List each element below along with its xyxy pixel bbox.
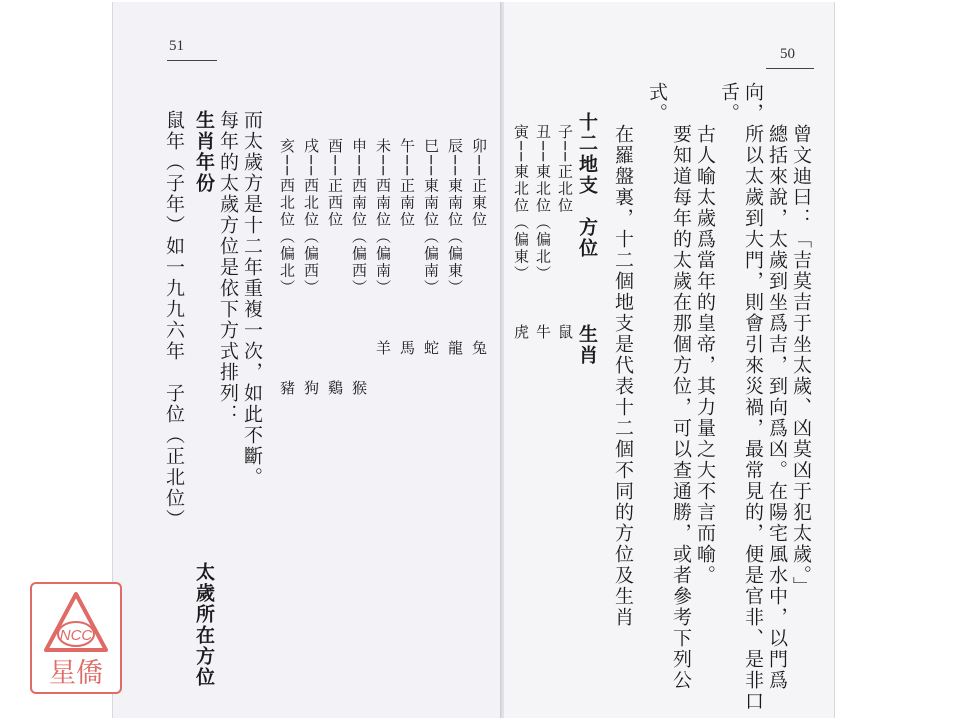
zodiac-animal: 龍	[446, 340, 464, 357]
direction-line: 午──正南位	[398, 138, 416, 229]
table-row: 子──正北位	[556, 124, 574, 215]
zodiac-animal: 牛	[534, 324, 552, 341]
body-line: 式。	[646, 82, 668, 124]
zodiac-animal: 鼠	[556, 324, 574, 341]
header-label: 生肖年份	[193, 110, 215, 194]
example-line: 鼠年（子年）如一九九六年 子位（正北位）	[163, 110, 185, 530]
body-line: 向，所以太歲到大門，則會引來災禍，最常見的，便是官非、是非口	[742, 82, 764, 712]
left-page	[112, 2, 503, 718]
seal-icon	[32, 584, 120, 692]
paragraph-line: 而太歲方是十二年重複一次，如此不斷。	[241, 110, 263, 488]
paragraph-line: 每年的太歲方位是依下方式排列：	[217, 110, 239, 425]
page-number-right: 50	[780, 46, 795, 62]
page-number-rule	[167, 60, 217, 61]
table-row: 寅──東北位（偏東）	[512, 124, 530, 283]
zodiac-animal: 蛇	[422, 340, 440, 357]
zodiac-animal: 猴	[350, 380, 368, 397]
svg-text:星僑: 星僑	[49, 658, 103, 689]
body-line: 總括來說，太歲到坐爲吉，到向爲凶。在陽宅風水中，以門爲	[766, 124, 788, 691]
direction-line: 申──西南位（偏西）	[350, 138, 368, 297]
direction-line: 亥──西北位（偏北）	[278, 138, 296, 297]
zodiac-animal: 兔	[470, 340, 488, 357]
zodiac-animal: 馬	[398, 340, 416, 357]
body-line: 在羅盤裏，十二個地支是代表十二個不同的方位及生肖	[612, 124, 634, 628]
page-number-left: 51	[169, 38, 184, 54]
body-line: 古人喻太歲爲當年的皇帝，其力量之大不言而喻。	[694, 124, 716, 586]
zodiac-animal: 狗	[302, 380, 320, 397]
section-title: 太歲所在方位	[193, 562, 215, 688]
zodiac-animal: 虎	[512, 324, 530, 341]
ncc-seal-logo	[30, 582, 122, 694]
direction-line: 戌──西北位（偏西）	[302, 138, 320, 297]
body-line: 曾文迪曰：「吉莫吉于坐太歲、凶莫凶于犯太歲。」	[790, 124, 812, 598]
direction-line: 辰──東南位（偏東）	[446, 138, 464, 297]
direction-line: 酉──正西位	[326, 138, 344, 229]
zodiac-animal: 豬	[278, 380, 296, 397]
open-book	[112, 2, 834, 718]
direction-line: 未──西南位（偏南）	[374, 138, 392, 297]
zodiac-animal: 羊	[374, 340, 392, 357]
direction-line: 巳──東南位（偏南）	[422, 138, 440, 297]
right-page	[504, 2, 835, 718]
body-line: 舌。	[718, 82, 740, 124]
direction-line: 卯──正東位	[470, 138, 488, 229]
table-header-branch: 十二地支 方位	[576, 112, 598, 259]
body-line: 要知道每年的太歲在那個方位，可以查通勝，或者參考下列公	[670, 124, 692, 691]
table-header-animal: 生肖	[576, 324, 598, 366]
zodiac-animal: 鷄	[326, 380, 344, 397]
page-number-rule	[766, 68, 814, 69]
svg-text:NCC: NCC	[59, 627, 93, 644]
table-row: 丑──東北位（偏北）	[534, 124, 552, 283]
